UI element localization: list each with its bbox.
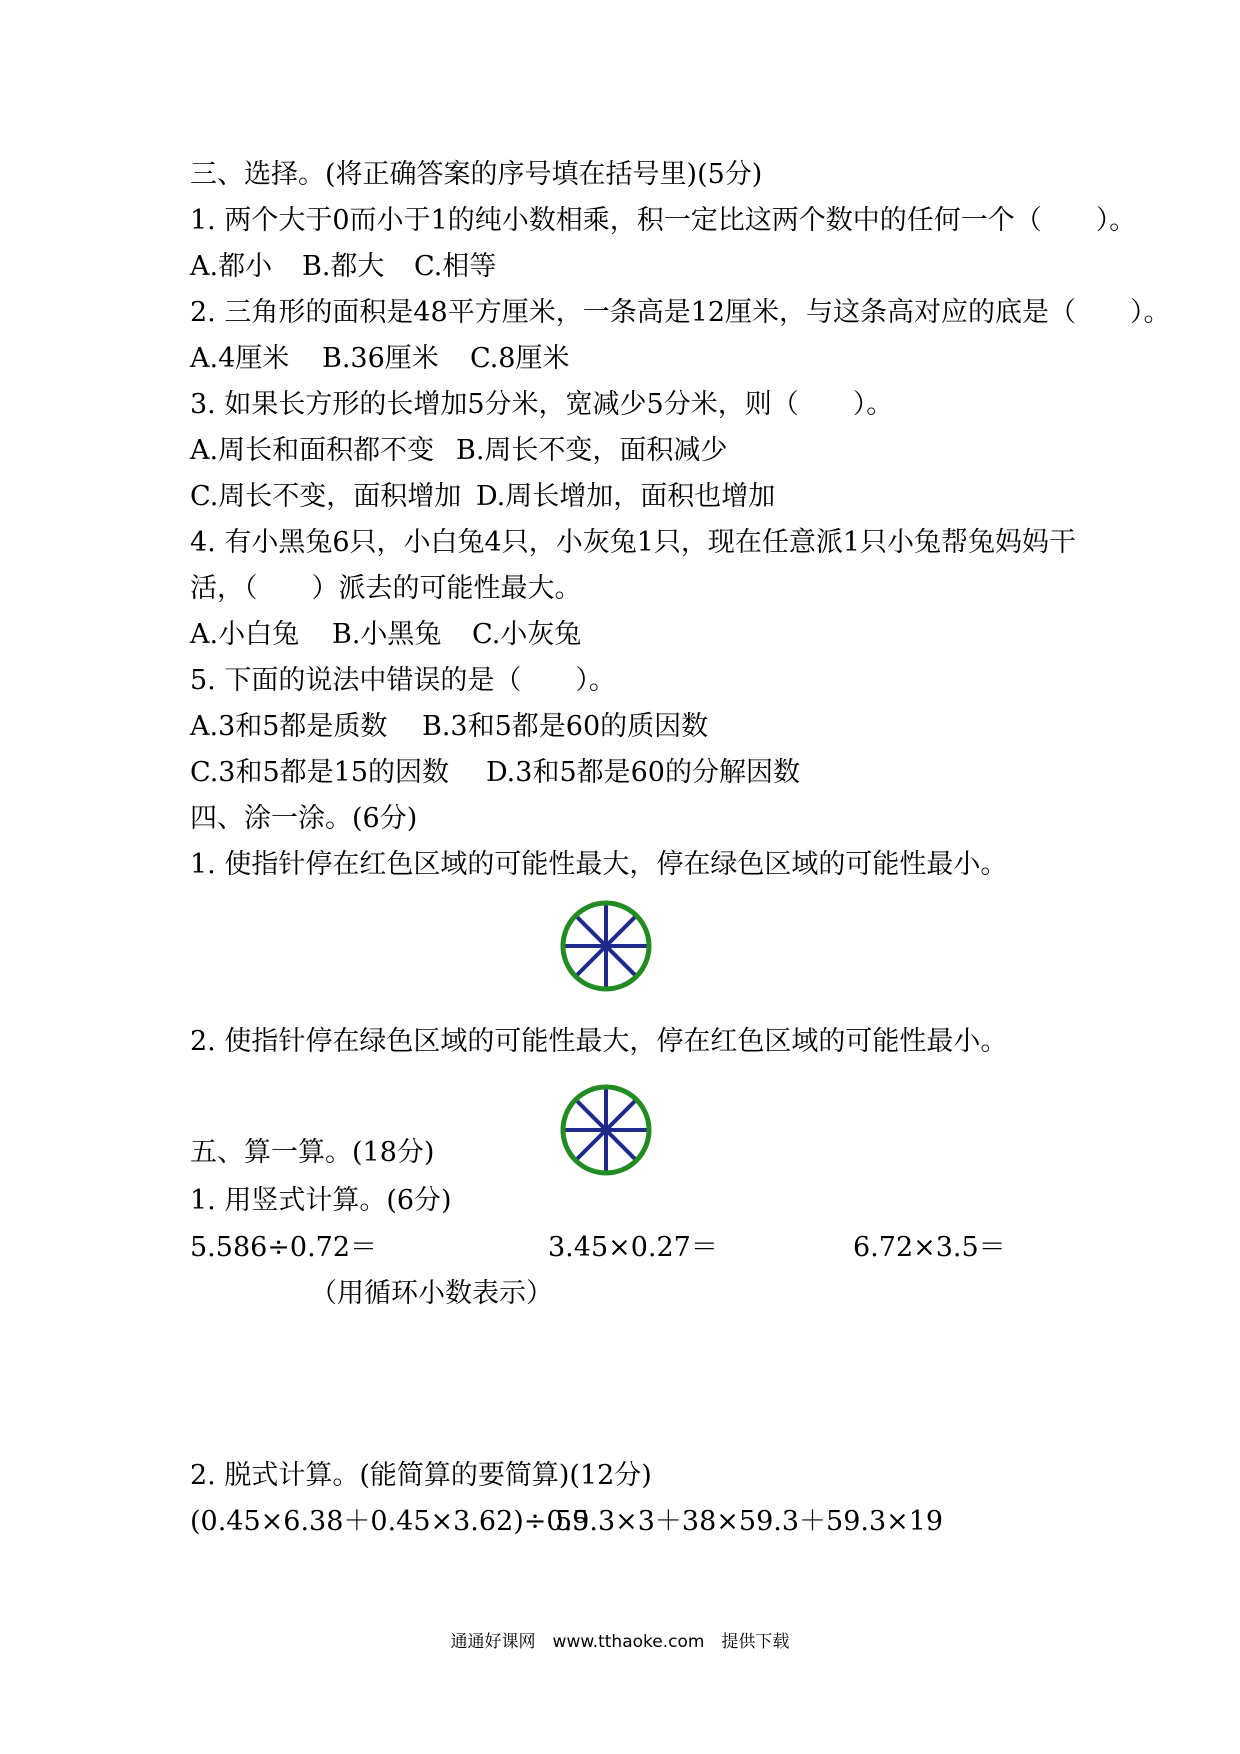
option-b: B.36厘米 <box>322 343 439 374</box>
question-3-4-options <box>190 617 581 653</box>
option-d: D.3和5都是60的分解因数 <box>486 757 800 788</box>
vertical-calc-expr-3: 6.72×3.5＝ <box>853 1232 1006 1263</box>
question-3-4-line1: 4. 有小黑兔6只，小白兔4只，小灰兔1只，现在任意派1只小兔帮兔妈妈干 <box>190 527 1077 558</box>
option-b: B.小黑兔 <box>332 619 442 650</box>
question-4-1: 1. 使指针停在红色区域的可能性最大，停在绿色区域的可能性最小。 <box>190 849 1008 880</box>
option-a: A.3和5都是质数 <box>190 711 388 742</box>
option-a: A.小白兔 <box>190 619 300 650</box>
question-4-2: 2. 使指针停在绿色区域的可能性最大，停在红色区域的可能性最小。 <box>190 1026 1008 1057</box>
question-3-3-options-row2 <box>190 479 775 515</box>
spinner-wheel-2[interactable] <box>560 1084 652 1176</box>
question-3-5-options-row1 <box>190 709 708 745</box>
option-c: C.8厘米 <box>470 343 570 374</box>
option-c: C.相等 <box>414 251 497 282</box>
question-5-1-title: 1. 用竖式计算。(6分) <box>190 1185 452 1216</box>
option-c: C.小灰兔 <box>472 619 582 650</box>
question-3-3: 3. 如果长方形的长增加5分米，宽减少5分米，则（ ）。 <box>190 389 894 420</box>
stepwise-calc-expr-2: 59.3×3＋38×59.3＋59.3×19 <box>555 1506 944 1537</box>
question-3-3-options-row1 <box>190 433 727 469</box>
question-3-2-options <box>190 341 569 377</box>
option-b: B.都大 <box>302 251 385 282</box>
footer-watermark: 通通好课网 www.tthaoke.com 提供下载 <box>450 1632 790 1652</box>
section-3-title: 三、选择。(将正确答案的序号填在括号里)(5分) <box>190 159 763 190</box>
stepwise-calc-expr-1: (0.45×6.38＋0.45×3.62)÷0.5 <box>190 1506 590 1537</box>
section-5-title: 五、算一算。(18分) <box>190 1137 435 1168</box>
vertical-calc-note: （用循环小数表示） <box>310 1278 553 1309</box>
option-c: C.3和5都是15的因数 <box>190 757 449 788</box>
option-a: A.周长和面积都不变 <box>190 435 435 466</box>
question-3-2: 2. 三角形的面积是48平方厘米，一条高是12厘米，与这条高对应的底是（ ）。 <box>190 297 1171 328</box>
vertical-calc-expr-2: 3.45×0.27＝ <box>548 1232 718 1263</box>
question-5-2-title: 2. 脱式计算。(能简算的要简算)(12分) <box>190 1460 652 1491</box>
question-3-5: 5. 下面的说法中错误的是（ ）。 <box>190 665 616 696</box>
option-c: C.周长不变，面积增加 <box>190 481 462 512</box>
option-b: B.3和5都是60的质因数 <box>422 711 709 742</box>
question-3-4-line2: 活，（ ）派去的可能性最大。 <box>190 573 582 604</box>
option-d: D.周长增加，面积也增加 <box>476 481 776 512</box>
section-4-title: 四、涂一涂。(6分) <box>190 803 418 834</box>
question-3-1-options <box>190 249 496 285</box>
question-3-5-options-row2 <box>190 755 800 791</box>
option-a: A.4厘米 <box>190 343 290 374</box>
spinner-wheel-1[interactable] <box>560 900 652 992</box>
question-3-1: 1. 两个大于0而小于1的纯小数相乘，积一定比这两个数中的任何一个（ ）。 <box>190 205 1137 236</box>
option-a: A.都小 <box>190 251 273 282</box>
vertical-calc-expr-1: 5.586÷0.72＝ <box>190 1232 378 1263</box>
option-b: B.周长不变，面积减少 <box>456 435 728 466</box>
